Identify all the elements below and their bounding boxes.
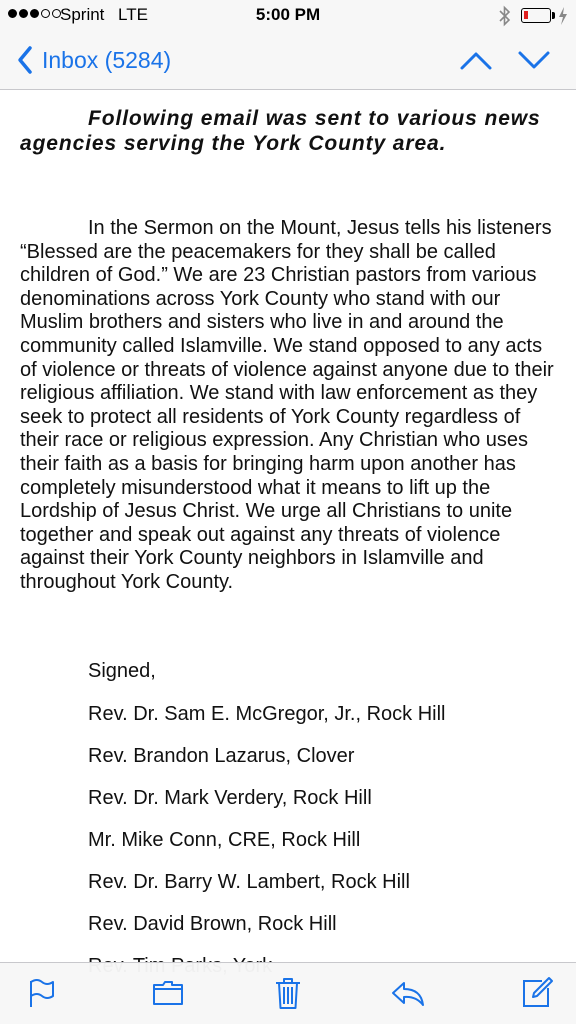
charging-icon [558, 6, 568, 29]
email-message: In the Sermon on the Mount, Jesus tells his listeners “Blessed are the peacemakers for they shall be called children of God.” We are 23 Christian pastors from various denominations across York County who stand with our Muslim brothers and sisters who live in and around the community called Islamville. We stand opposed to any acts of violence or threats of violence against anyone due to their religious affiliation. We stand with law enforcement as they seek to protect all residents of York County regardless of their race or religious expression. Any Christian who uses their faith as a basis for bringing harm upon another has completely misunderstood what it means to lift up the Lordship of Jesus Christ. We urge all Christians to unite together and speak out against any threats of violence against their York County neighbors in Islamville and throughout York County. [20, 217, 554, 593]
flag-icon [24, 975, 60, 1011]
status-bar [0, 0, 576, 32]
battery-nub [552, 12, 555, 19]
signatory: Rev. Dr. Sam E. McGregor, Jr., Rock Hill [88, 703, 446, 725]
battery-icon [521, 8, 551, 23]
signatory: Rev. Dr. Barry W. Lambert, Rock Hill [88, 871, 410, 893]
signatory: Rev. Brandon Lazarus, Clover [88, 745, 355, 767]
signatory: Mr. Mike Conn, CRE, Rock Hill [88, 829, 361, 851]
email-intro: Following email was sent to various news agencies serving the York County area. [20, 107, 541, 155]
chevron-left-icon [14, 42, 38, 78]
carrier-name: Sprint [60, 5, 105, 24]
back-button-label: Inbox (5284) [42, 46, 172, 73]
status-time: 5:00 PM [255, 5, 321, 24]
nav-bar [0, 32, 576, 90]
bluetooth-icon [498, 4, 512, 33]
chevron-down-icon [516, 44, 552, 76]
email-body[interactable] [0, 90, 576, 962]
trash-icon [270, 975, 306, 1011]
signatory: Rev. David Brown, Rock Hill [88, 913, 337, 935]
signatory-list [88, 702, 445, 996]
delete-button[interactable] [270, 975, 306, 1011]
back-button[interactable] [14, 42, 171, 78]
chevron-up-icon [458, 44, 494, 76]
reply-icon [390, 975, 426, 1011]
folder-icon [150, 975, 186, 1011]
flag-button[interactable] [24, 975, 60, 1011]
move-to-folder-button[interactable] [150, 975, 186, 1011]
bottom-toolbar [0, 962, 576, 1024]
signatory: Rev. Dr. Mark Verdery, Rock Hill [88, 787, 372, 809]
previous-message-button[interactable] [458, 44, 494, 76]
next-message-button[interactable] [516, 44, 552, 76]
compose-icon [518, 975, 554, 1011]
reply-button[interactable] [390, 975, 426, 1011]
signed-label: Signed, [88, 660, 156, 682]
network-type: LTE [118, 5, 148, 24]
compose-button[interactable] [518, 975, 554, 1011]
